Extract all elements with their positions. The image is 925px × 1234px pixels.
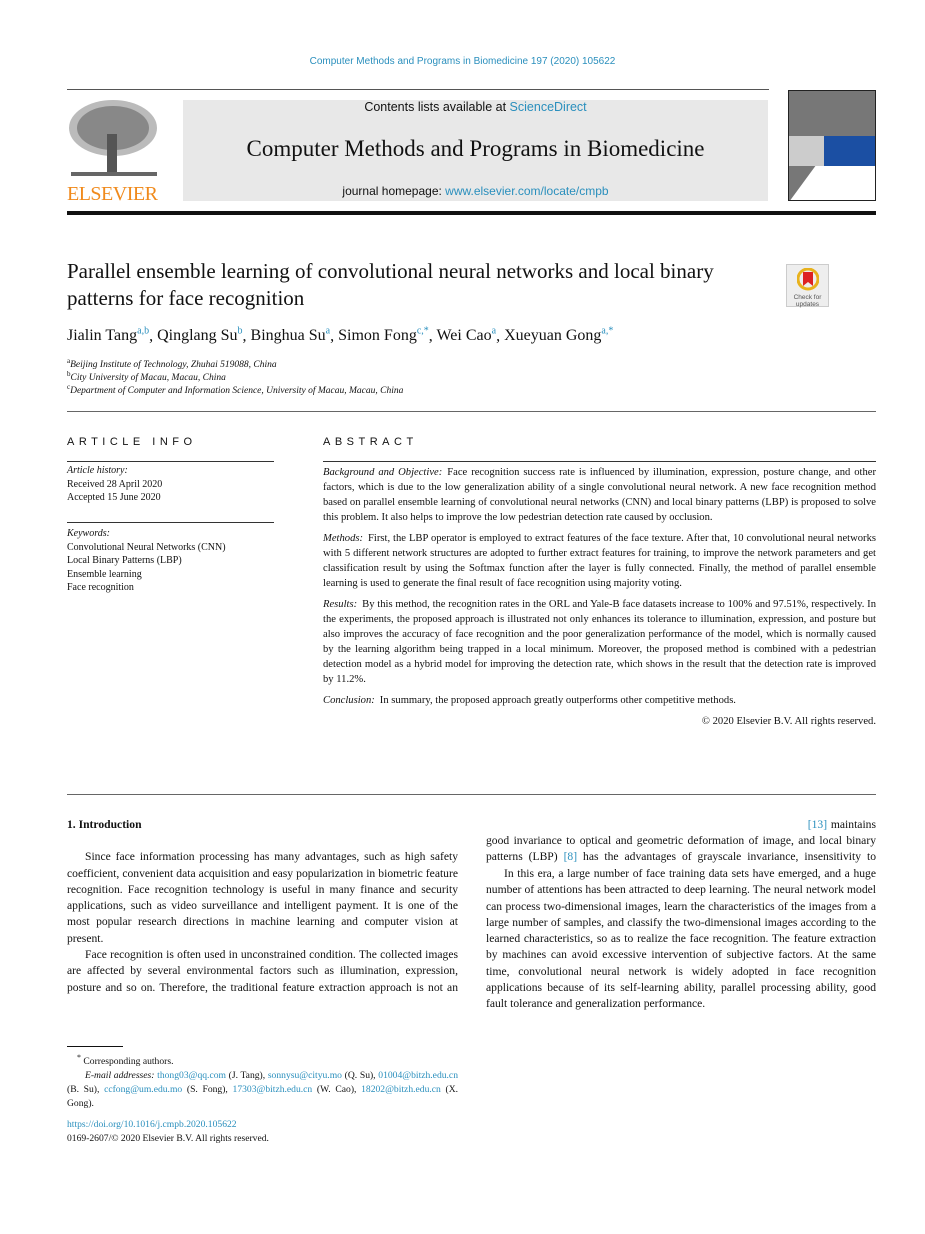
issn-copyright: 0169-2607/© 2020 Elsevier B.V. All rights reserved. — [67, 1133, 269, 1144]
affiliation: $^b$City University of Macau, Macau, China — [67, 370, 226, 384]
intro-right-column — [486, 817, 876, 1013]
author[interactable]: Binghua Su$^a$ — [250, 326, 331, 345]
email-link[interactable]: 17303@bitzh.edu.cn — [232, 1084, 313, 1096]
abstract-heading: ABSTRACT — [323, 436, 418, 448]
paragraph: In this era, a large number of face training data sets have emerged, and a huge number of attentions has been attracted to deep learning. The neural network model can process two-dimensional images, learn the characteristics of the images from a large number of samples, and classify the two-dimensional images according to the learned characteristics, so as to realize the face recognition. The feature extraction by machines can avoid excessive intervention of subjective factors. At the same time, convolutional neural network is widely adopted in face recognition applications because of its self-learning ability, parallel processing ability, good fault tolerance and generalization performance. — [486, 867, 876, 1011]
email-link[interactable]: ccfong@um.edu.mo — [104, 1084, 183, 1096]
author[interactable]: Jialin Tang$^{a,b}$ — [67, 326, 150, 345]
keyword: Ensemble learning — [67, 568, 142, 580]
journal-cover-image[interactable] — [788, 90, 876, 201]
copyright: © 2020 Elsevier B.V. All rights reserved. — [701, 716, 876, 727]
author[interactable]: Xueyuan Gong$^{a,*}$ — [504, 326, 614, 345]
affiliation: $^c$Department of Computer and Information Science, University of Macau, Macau, China — [67, 383, 404, 397]
journal-masthead — [183, 100, 768, 201]
author[interactable]: Qinglang Su$^b$ — [157, 326, 243, 345]
section-heading: 1. Introduction — [67, 818, 142, 831]
divider — [67, 522, 274, 523]
publisher-name: ELSEVIER — [67, 183, 158, 205]
sciencedirect-link[interactable]: ScienceDirect — [509, 100, 587, 114]
header-rule — [67, 89, 769, 90]
email-link[interactable]: 01004@bitzh.edu.cn — [378, 1070, 458, 1082]
publication-info — [67, 1118, 269, 1146]
bookmark-icon — [797, 268, 819, 292]
article-history: Article history: Received 28 April 2020 Accepted 15 June 2020 — [67, 465, 163, 503]
keyword: Local Binary Patterns (LBP) — [67, 555, 182, 566]
abstract-body — [323, 465, 876, 729]
keyword: Face recognition — [67, 582, 134, 593]
header-thick-rule — [67, 211, 876, 215]
abstract-methods: Methods: First, the LBP operator is employed to extract features of the face texture. After that, 10 convolutional neural networks with 5 different network structures are adopted to further extract features for training, to improve the network parameters and get classification result by using the Softmax function after the layer is fully connected. Finally, the method of parallel ensemble learning is used to generate the final result of face recognition using majority voting. — [323, 533, 876, 589]
divider — [323, 461, 876, 462]
email-link[interactable]: thong03@qq.com — [157, 1070, 226, 1082]
journal-title: Computer Methods and Programs in Biomedicine — [246, 136, 705, 161]
citation-link[interactable]: [8] — [563, 850, 578, 864]
article-title: Parallel ensemble learning of convolutional neural networks and local binary patterns for face recognition — [67, 259, 714, 310]
keyword: Convolutional Neural Networks (CNN) — [67, 541, 226, 553]
paragraph-continued: [13] maintains good invariance to optical and geometric deformation of image, and local binary patterns (LBP) [8] has the advantages of grayscale invariance, insensitivity to — [486, 817, 876, 864]
contents-prefix: Contents lists available at — [364, 100, 507, 114]
homepage-prefix: journal homepage: — [342, 184, 442, 198]
abstract-results: Results: By this method, the recognition rates in the ORL and Yale-B face datasets increase to 100% and 97.51%, respectively. In the experiments, the proposed approach is illustrated not only enhances its tolerance to illumination, expression, and posture but also improves the accuracy of face recognition and the poor generalization performance of the model, which is normally caused by the learning algorithm being trapped in a local minimum. Moreover, the proposed method is combined with a pedestrian detection model as a hybrid model for improving the detection rate, which shows in the result that the detection rate is improved by 11.2%. — [323, 599, 876, 685]
citation-link[interactable]: [13] — [807, 817, 828, 831]
abstract-conclusion: Conclusion: In summary, the proposed approach greatly outperforms other competitive methods. — [323, 695, 736, 706]
author[interactable]: Simon Fong$^{c,*}$ — [338, 326, 429, 345]
author[interactable]: Wei Cao$^a$ — [436, 326, 497, 345]
footnote-rule — [67, 1046, 123, 1047]
elsevier-tree-icon — [67, 98, 160, 178]
affiliation: $^a$Beijing Institute of Technology, Zhuhai 519088, China — [67, 357, 277, 371]
abstract-background: Background and Objective: Face recognition success rate is influenced by illumination, expression, posture change, and other factors, which is due to the low generalization ability of a single convolutional neural network. A new face recognition method based on parallel ensemble learning of convolutional neural networks (CNN) and local binary patterns (LBP) is proposed to solve this problem. It also helps to improve the low pedestrian detection rate caused by occlusion. — [323, 467, 877, 523]
intro-left-column — [67, 817, 458, 996]
email-link[interactable]: 18202@bitzh.edu.cn — [361, 1084, 441, 1096]
author-list: Jialin Tang$^{a,b}$, Qinglang Su$^b$, Binghua Su$^a$, Simon Fong$^{c,*}$, Wei Cao$^a$, Xueyuan Gong$^{a,*}$ — [67, 326, 614, 345]
divider — [67, 794, 876, 795]
paragraph: Face recognition is often used in unconstrained condition. The collected images are affected by several environmental factors such as illumination, expression, posture and so on. Therefore, the traditional feature extraction approach is not an — [67, 948, 458, 994]
keywords: Keywords: Convolutional Neural Networks (CNN) Local Binary Patterns (LBP) Ensemble learning Face recognition — [67, 528, 226, 593]
homepage-link[interactable]: www.elsevier.com/locate/cmpb — [445, 184, 609, 198]
doi-link[interactable]: https://doi.org/10.1016/j.cmpb.2020.105622 — [67, 1119, 237, 1130]
elsevier-logo[interactable] — [67, 98, 160, 205]
article-info-heading: ARTICLE INFO — [67, 436, 197, 448]
check-updates-label: Check for updates — [793, 294, 822, 308]
divider — [67, 461, 274, 462]
divider — [67, 411, 876, 412]
paragraph: Since face information processing has many advantages, such as high safety coefficient, convenient data acquisition and easy popularization in biometric feature recognition. Face recognition technology is useful in many finance and security applications, such as video surveillance and intelligent payment. It is one of the most popular research directions in machine learning and computer vision at present. — [67, 850, 458, 945]
email-link[interactable]: sonnysu@cityu.mo — [267, 1070, 342, 1082]
footnote: * Corresponding authors. E-mail addresses: thong03@qq.com (J. Tang), sonnysu@cityu.mo (Q. Su), 01004@bitzh.edu.cn (B. Su), ccfong@um.edu.mo (S. Fong), 17303@bitzh.edu.cn (W. Cao), 18202@bitzh.edu.cn (X. Gong). — [67, 1053, 459, 1110]
journal-citation[interactable]: Computer Methods and Programs in Biomedicine 197 (2020) 105622 — [309, 56, 616, 67]
check-for-updates-badge[interactable] — [786, 264, 829, 307]
